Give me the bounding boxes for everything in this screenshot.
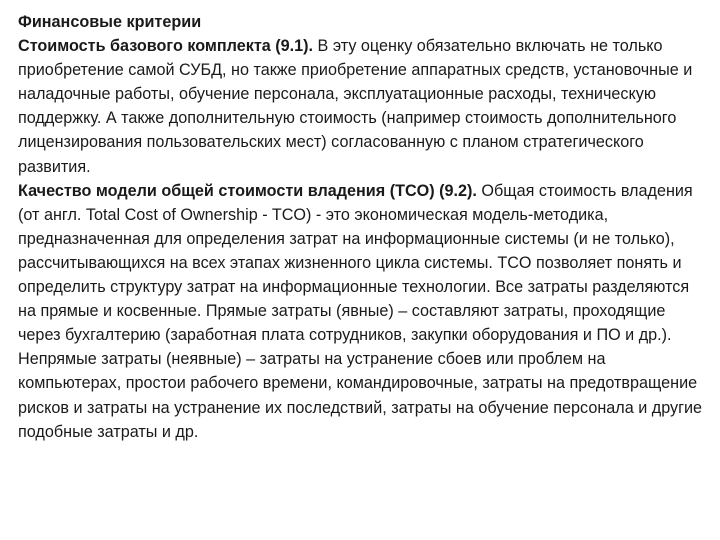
slide-content — [18, 10, 704, 444]
paragraph-base-cost-text: В эту оценку обязательно включать не только приобретение самой СУБД, но также приобретение аппаратных средств, установочные и наладочные работы, обучение персонала, эксплуатационные расходы, техническую поддержку. А также дополнительную стоимость (например стоимость дополнительного лицензирования пользовательских мест) согласованную с планом стратегического развития. — [18, 37, 693, 176]
paragraph-tco — [18, 179, 704, 444]
paragraph-tco-text: Общая стоимость владения (от англ. Total Cost of Ownership - TCO) - это экономическая модель-методика, предназначенная для определения затрат на информационные системы (и не только), рассчитывающихся на всех этапах жизненного цикла системы. TCO позволяет понять и определить структуру затрат на информационные технологии. Все затраты разделяются на прямые и косвенные. Прямые затраты (явные) – составляют затраты, проходящие через бухгалтерию (заработная плата сотрудников, закупки оборудования и ПО и др.). Непрямые затраты (неявные) – затраты на устранение сбоев или проблем на компьютерах, простои рабочего времени, командировочные, затраты на предотвращение рисков и затраты на устранение их последствий, затраты на обучение персонала и другие подобные затраты и др. — [18, 181, 703, 441]
paragraph-base-cost-lead: Стоимость базового комплекта (9.1). — [18, 37, 314, 56]
paragraph-tco-lead: Качество модели общей стоимости владения (TCO) (9.2). — [18, 181, 477, 200]
paragraph-base-cost — [18, 34, 704, 179]
section-title: Финансовые критерии — [18, 13, 202, 31]
